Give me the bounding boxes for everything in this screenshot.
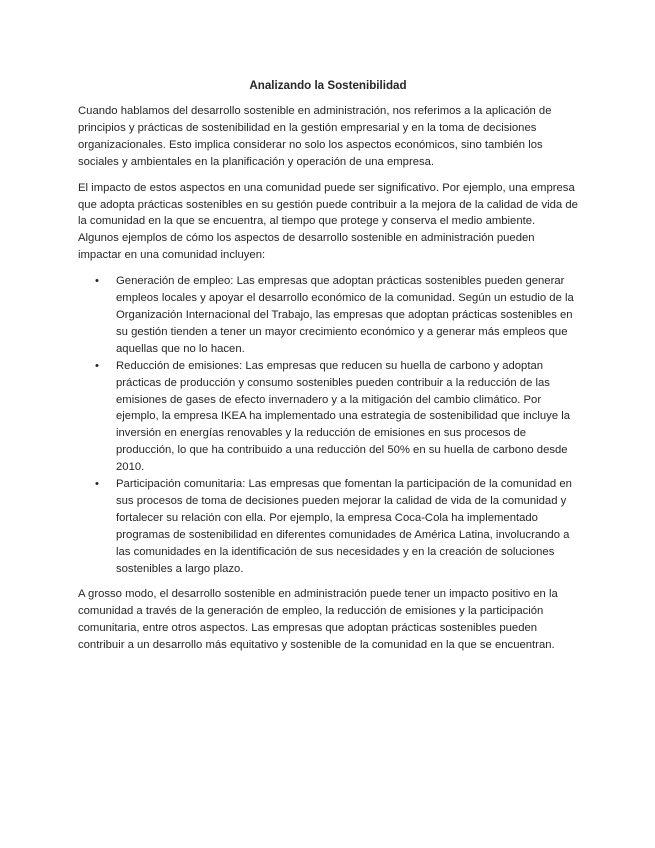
document-title: Analizando la Sostenibilidad: [249, 79, 407, 92]
bullet-icon: •: [95, 359, 99, 372]
bullet-icon: •: [95, 275, 99, 288]
list-item-text: Generación de empleo: Las empresas que adoptan prácticas sostenibles pueden generar empleos locales y apoyar el desarrollo económico de la comunidad. Según un estudio de la Organización Internacional del Trabajo, las empresas que adoptan prácticas sostenibles en su gestión tienden a tener un mayor crecimiento económico y a generar más empleos que aquellas que no lo hacen.: [116, 275, 574, 355]
examples-list: [78, 273, 578, 577]
bullet-icon: •: [95, 478, 99, 491]
paragraph-conclusion: A grosso modo, el desarrollo sostenible en administración puede tener un impacto positivo en la comunidad a través de la generación de empleo, la reducción de emisiones y la participación comunitaria, entre otros aspectos. Las empresas que adoptan prácticas sostenibles pueden contribuir a un desarrollo más equitativo y sostenible de la comunidad en la que se encuentran.: [78, 588, 558, 652]
list-item: [78, 476, 578, 577]
paragraph-impact: El impacto de estos aspectos en una comunidad puede ser significativo. Por ejemplo, una empresa que adopta prácticas sostenibles en su gestión puede contribuir a la mejora de la calidad de vida de la comunidad en la que se encuentra, al tiempo que protege y conserva el medio ambiente. Algunos ejemplos de cómo los aspectos de desarrollo sostenible en administración pueden impactar en una comunidad incluyen:: [78, 181, 578, 262]
list-item: [78, 273, 578, 358]
list-item-text: Reducción de emisiones: Las empresas que reducen su huella de carbono y adoptan prácticas de producción y consumo sostenibles pueden contribuir a la reducción de las emisiones de gases de efecto invernadero y a la mitigación del cambio climático. Por ejemplo, la empresa IKEA ha implementado una estrategia de sostenibilidad que incluye la inversión en energías renovables y la reducción de emisiones en sus procesos de producción, lo que ha contribuido a una reducción del 50% en su huella de carbono desde 2010.: [116, 359, 571, 474]
list-item-text: Participación comunitaria: Las empresas que fomentan la participación de la comunidad en sus procesos de toma de decisiones pueden mejorar la calidad de vida de la comunidad y fortalecer su relación con ella. Por ejemplo, la empresa Coca-Cola ha implementado programas de sostenibilidad en diferentes comunidades de América Latina, involucrando a las comunidades en la identificación de sus necesidades y en la creación de soluciones sostenibles a largo plazo.: [116, 478, 572, 575]
paragraph-intro: Cuando hablamos del desarrollo sostenible en administración, nos referimos a la aplicación de principios y prácticas de sostenibilidad en la gestión empresarial y en la toma de decisiones organizacionales. Esto implica considerar no solo los aspectos económicos, sino también los sociales y ambientales en la planificación y operación de una empresa.: [78, 105, 552, 168]
list-item: [78, 358, 578, 476]
